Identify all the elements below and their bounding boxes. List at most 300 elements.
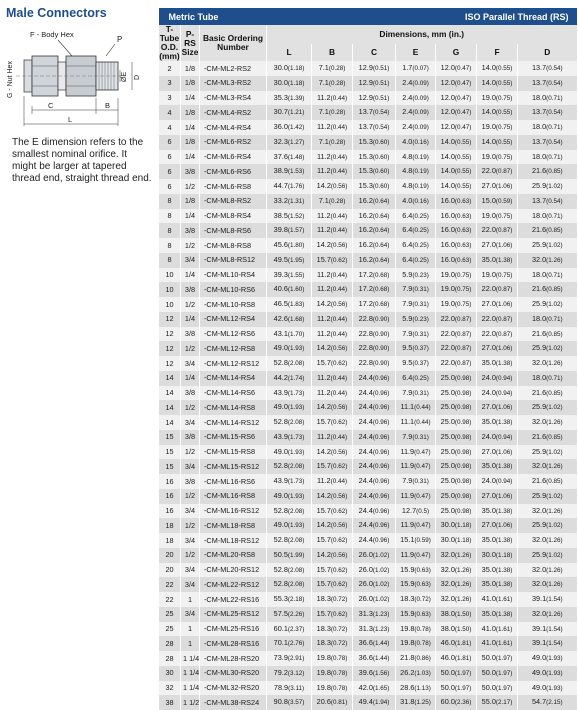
cell-value-mm: 32.0 <box>531 358 547 367</box>
cell-dim-l <box>267 282 312 297</box>
cell-value-mm: 52.8 <box>273 564 288 574</box>
cell-value-in: (0.47) <box>414 463 431 471</box>
cell-value-mm: 24.4 <box>358 372 373 382</box>
cell-dim-g <box>436 371 477 386</box>
cell-value-in: (1.56) <box>372 669 390 677</box>
cell-value-in: (0.44) <box>330 271 348 279</box>
cell-dim-g <box>436 577 477 592</box>
cell-value-mm: 14.0 <box>440 136 455 146</box>
cell-dim-d <box>518 327 577 342</box>
cell-value-in: (0.44) <box>330 478 348 485</box>
table-row <box>159 445 577 460</box>
cell-tube-od: 22 <box>159 592 181 607</box>
cell-dim-g <box>436 504 477 519</box>
cell-value-in: (0.47) <box>454 65 472 72</box>
cell-dim-g <box>436 327 477 342</box>
cell-value-mm: 36.6 <box>358 653 373 662</box>
cell-value-in: (0.78) <box>414 640 431 648</box>
cell-value-in: (1.02) <box>546 301 563 308</box>
cell-dim-b <box>312 91 353 106</box>
cell-tube-od: 18 <box>159 533 181 548</box>
cell-tube-od: 30 <box>159 666 181 681</box>
cell-value-in: (0.85) <box>546 227 563 235</box>
cell-dim-f <box>477 341 518 356</box>
cell-value-in: (0.47) <box>414 448 431 456</box>
cell-value-mm: 14.2 <box>316 343 331 353</box>
cell-value-mm: 35.0 <box>481 564 496 574</box>
cell-value-in: (0.96) <box>372 522 390 530</box>
cell-value-in: (0.96) <box>372 419 390 426</box>
cell-value-mm: 15.3 <box>358 166 373 176</box>
cell-value-in: (0.98) <box>454 374 472 382</box>
cell-value-mm: 6.4 <box>402 372 413 382</box>
cell-value-in: (0.85) <box>546 478 563 485</box>
cell-prs-size: 3/4 <box>181 415 200 430</box>
cell-value-in: (0.81) <box>330 699 348 707</box>
cell-tube-od: 2 <box>159 61 181 76</box>
cell-value-mm: 32.0 <box>531 417 547 426</box>
cell-prs-size: 1 1/4 <box>181 681 200 696</box>
cell-dim-d <box>518 209 577 224</box>
cell-dim-l <box>267 238 312 253</box>
cell-dim-l <box>267 548 312 563</box>
cell-prs-size: 1/8 <box>181 105 200 120</box>
cell-value-mm: 7.9 <box>402 476 413 485</box>
cell-value-mm: 60.0 <box>440 697 455 707</box>
cell-value-in: (0.96) <box>372 492 390 500</box>
cell-value-mm: 7.9 <box>402 431 413 441</box>
cell-value-mm: 17.2 <box>358 284 373 294</box>
cell-value-in: (1.97) <box>495 655 513 662</box>
col-header-b: B <box>312 44 353 61</box>
cell-dim-c <box>353 297 396 312</box>
cell-dim-f <box>477 607 518 622</box>
cell-tube-od: 28 <box>159 651 181 666</box>
cell-value-in: (1.93) <box>546 669 563 677</box>
cell-value-in: (0.47) <box>414 492 431 500</box>
cell-value-in: (1.93) <box>287 345 305 353</box>
cell-value-mm: 4.0 <box>402 136 413 146</box>
cell-tube-od: 8 <box>159 209 181 224</box>
cell-dim-b <box>312 120 353 135</box>
cell-prs-size: 3/4 <box>181 577 200 592</box>
cell-dim-f <box>477 636 518 651</box>
cell-tube-od: 12 <box>159 312 181 327</box>
cell-dim-e <box>396 341 436 356</box>
cell-dim-b <box>312 400 353 415</box>
cell-value-in: (0.98) <box>454 492 472 500</box>
cell-value-in: (1.95) <box>287 256 305 264</box>
cell-value-mm: 15.3 <box>358 181 373 190</box>
cell-value-mm: 22.0 <box>440 343 455 353</box>
cell-dim-g <box>436 297 477 312</box>
cell-prs-size: 1/8 <box>181 76 200 91</box>
cell-dim-l <box>267 666 312 681</box>
cell-value-mm: 11.1 <box>400 402 415 412</box>
cell-dim-c <box>353 327 396 342</box>
cell-dim-g <box>436 105 477 120</box>
cell-value-mm: 25.0 <box>440 372 455 382</box>
cell-value-in: (0.96) <box>372 374 390 382</box>
cell-value-in: (0.28) <box>328 109 346 117</box>
cell-value-mm: 11.9 <box>400 490 415 500</box>
table-row <box>159 548 577 563</box>
cell-value-in: (1.26) <box>454 596 472 603</box>
cell-value-in: (1.06) <box>495 301 513 308</box>
cell-value-in: (0.19) <box>412 153 429 161</box>
cell-value-in: (1.23) <box>372 610 390 618</box>
cell-value-mm: 22.0 <box>481 166 496 176</box>
cell-value-mm: 39.1 <box>531 623 547 633</box>
cell-value-in: (3.12) <box>287 669 305 677</box>
table-row <box>159 312 577 327</box>
cell-dim-b <box>312 179 353 194</box>
cell-value-in: (0.68) <box>372 301 390 308</box>
cell-value-mm: 13.7 <box>531 63 547 72</box>
cell-ordering-number: -CM-ML12-RS8 <box>200 341 267 356</box>
cell-value-in: (0.85) <box>546 389 563 397</box>
cell-value-in: (0.47) <box>454 124 472 131</box>
cell-dim-g <box>436 415 477 430</box>
cell-value-mm: 19.0 <box>440 269 455 279</box>
cell-value-mm: 15.3 <box>358 151 373 161</box>
cell-dim-b <box>312 504 353 519</box>
cell-dim-e <box>396 592 436 607</box>
cell-ordering-number: -CM-ML22-RS12 <box>200 577 267 592</box>
cell-dim-c <box>353 120 396 135</box>
col-header-order: Basic Ordering Number <box>200 25 267 61</box>
cell-dim-d <box>518 489 577 504</box>
cell-dim-f <box>477 150 518 165</box>
cell-value-in: (0.94) <box>495 478 513 485</box>
cell-value-in: (0.25) <box>412 374 429 382</box>
cell-dim-e <box>396 430 436 445</box>
cell-dim-g <box>436 518 477 533</box>
cell-ordering-number: -CM-ML20-RS12 <box>200 563 267 578</box>
cell-ordering-number: -CM-ML8-RS2 <box>200 194 267 209</box>
cell-dim-d <box>518 415 577 430</box>
cell-value-mm: 24.0 <box>481 372 496 382</box>
cell-value-mm: 11.2 <box>316 284 331 294</box>
cell-value-mm: 30.0 <box>440 535 455 544</box>
cell-dim-g <box>436 666 477 681</box>
cell-value-in: (1.44) <box>372 655 390 662</box>
cell-dim-c <box>353 695 396 710</box>
cell-dim-f <box>477 297 518 312</box>
cell-value-mm: 20.6 <box>316 697 331 707</box>
cell-value-mm: 19.8 <box>316 682 331 692</box>
cell-value-in: (0.56) <box>330 345 348 353</box>
cell-value-in: (0.31) <box>412 478 429 485</box>
cell-value-mm: 14.0 <box>481 107 496 117</box>
cell-value-mm: 15.7 <box>316 461 331 471</box>
cell-value-mm: 7.9 <box>402 299 413 308</box>
cell-dim-c <box>353 445 396 460</box>
cell-value-mm: 38.9 <box>273 166 288 176</box>
cell-value-mm: 25.0 <box>440 431 455 441</box>
cell-value-mm: 27.0 <box>481 299 496 308</box>
cell-value-in: (0.71) <box>546 94 563 102</box>
cell-dim-f <box>477 105 518 120</box>
cell-value-in: (0.47) <box>454 79 472 87</box>
cell-value-mm: 35.3 <box>273 92 288 102</box>
cell-value-in: (0.85) <box>546 433 563 441</box>
cell-dim-d <box>518 681 577 696</box>
cell-value-in: (1.26) <box>546 419 563 426</box>
cell-value-mm: 49.0 <box>531 682 547 692</box>
cell-ordering-number: -CM-ML2-RS2 <box>200 61 267 76</box>
cell-value-mm: 45.6 <box>273 240 288 249</box>
cell-value-mm: 38.0 <box>440 623 455 633</box>
table-row <box>159 356 577 371</box>
cell-prs-size: 3/4 <box>181 459 200 474</box>
cell-value-mm: 2.4 <box>402 92 413 102</box>
cell-value-mm: 25.0 <box>440 446 455 456</box>
cell-value-in: (1.06) <box>495 242 513 249</box>
cell-dim-l <box>267 518 312 533</box>
cell-value-mm: 25.9 <box>531 549 547 559</box>
cell-dim-b <box>312 341 353 356</box>
cell-value-in: (0.85) <box>546 286 563 294</box>
cell-value-mm: 15.0 <box>481 195 496 205</box>
cell-value-in: (0.90) <box>372 345 390 353</box>
cell-prs-size: 1 1/4 <box>181 666 200 681</box>
cell-value-mm: 49.0 <box>531 653 547 662</box>
cell-value-in: (0.63) <box>454 256 472 264</box>
cell-dim-d <box>518 459 577 474</box>
cell-value-in: (1.38) <box>495 256 513 264</box>
table-row <box>159 695 577 710</box>
cell-value-mm: 15.7 <box>316 417 331 426</box>
cell-dim-g <box>436 548 477 563</box>
cell-value-in: (0.86) <box>414 655 431 662</box>
cell-value-in: (0.87) <box>454 330 472 338</box>
cell-value-in: (1.65) <box>372 684 390 692</box>
cell-value-in: (0.54) <box>546 79 563 87</box>
cell-ordering-number: -CM-ML8-RS4 <box>200 209 267 224</box>
cell-value-mm: 24.4 <box>358 417 373 426</box>
cell-value-in: (0.62) <box>330 566 348 574</box>
cell-ordering-number: -CM-ML15-RS12 <box>200 459 267 474</box>
cell-value-in: (0.78) <box>330 655 348 662</box>
cell-tube-od: 18 <box>159 518 181 533</box>
cell-tube-od: 14 <box>159 386 181 401</box>
cell-value-in: (0.44) <box>414 404 431 412</box>
cell-value-mm: 16.2 <box>358 240 373 249</box>
cell-value-mm: 30.0 <box>273 63 288 72</box>
cell-value-in: (1.06) <box>495 404 513 412</box>
cell-value-mm: 11.2 <box>316 387 331 397</box>
cell-dim-d <box>518 386 577 401</box>
cell-value-in: (1.02) <box>546 404 563 412</box>
cell-value-mm: 19.8 <box>400 623 415 633</box>
cell-dim-g <box>436 91 477 106</box>
cell-dim-g <box>436 135 477 150</box>
cell-dim-c <box>353 459 396 474</box>
cell-value-in: (1.26) <box>546 360 563 367</box>
cell-value-in: (0.62) <box>330 256 348 264</box>
cell-dim-g <box>436 268 477 283</box>
cell-value-mm: 5.9 <box>402 269 413 279</box>
cell-value-in: (1.93) <box>546 684 563 692</box>
cell-value-mm: 11.2 <box>316 151 331 161</box>
cell-value-mm: 24.4 <box>358 461 373 471</box>
cell-dim-e <box>396 563 436 578</box>
cell-value-mm: 14.2 <box>316 520 331 530</box>
cell-tube-od: 38 <box>159 695 181 710</box>
cell-value-in: (1.55) <box>287 271 305 279</box>
cell-value-in: (0.87) <box>495 168 513 176</box>
cell-value-mm: 22.0 <box>440 313 455 323</box>
cell-dim-f <box>477 135 518 150</box>
cell-value-mm: 17.2 <box>358 269 373 279</box>
cell-ordering-number: -CM-ML14-RS6 <box>200 386 267 401</box>
cell-value-mm: 15.9 <box>400 564 415 574</box>
cell-value-in: (1.02) <box>372 566 390 574</box>
cell-dim-f <box>477 253 518 268</box>
cell-dim-c <box>353 341 396 356</box>
cell-prs-size: 3/8 <box>181 430 200 445</box>
cell-tube-od: 32 <box>159 681 181 696</box>
cell-tube-od: 14 <box>159 415 181 430</box>
cell-value-mm: 15.1 <box>400 535 415 544</box>
cell-dim-c <box>353 105 396 120</box>
cell-dim-c <box>353 209 396 224</box>
cell-ordering-number: -CM-ML20-RS8 <box>200 548 267 563</box>
cell-value-in: (1.54) <box>546 640 563 648</box>
cell-value-mm: 16.0 <box>440 225 455 235</box>
cell-dim-e <box>396 445 436 460</box>
cell-dim-f <box>477 459 518 474</box>
cell-value-mm: 27.0 <box>481 240 496 249</box>
cell-value-mm: 49.0 <box>273 490 288 500</box>
cell-value-in: (1.38) <box>495 463 513 471</box>
cell-ordering-number: -CM-ML6-RS2 <box>200 135 267 150</box>
cell-dim-e <box>396 150 436 165</box>
cell-value-mm: 32.0 <box>440 579 455 589</box>
table-row <box>159 681 577 696</box>
cell-value-mm: 52.8 <box>273 358 288 367</box>
cell-value-mm: 78.9 <box>273 682 289 692</box>
cell-dim-d <box>518 592 577 607</box>
cell-value-mm: 14.0 <box>440 181 455 190</box>
cell-dim-e <box>396 223 436 238</box>
cell-dim-l <box>267 430 312 445</box>
cell-value-in: (2.18) <box>287 596 305 603</box>
cell-dim-f <box>477 533 518 548</box>
cell-value-mm: 52.8 <box>273 535 288 544</box>
cell-ordering-number: -CM-ML6-RS8 <box>200 179 267 194</box>
cell-value-mm: 30.0 <box>440 520 455 530</box>
cell-value-mm: 11.2 <box>316 431 331 441</box>
cell-value-mm: 39.1 <box>531 594 547 603</box>
cell-value-in: (0.19) <box>412 168 429 176</box>
cell-value-mm: 14.2 <box>316 549 331 559</box>
cell-value-in: (0.47) <box>414 551 431 559</box>
cell-value-in: (0.75) <box>495 124 513 131</box>
cell-value-mm: 35.0 <box>481 461 496 471</box>
cell-tube-od: 15 <box>159 459 181 474</box>
cell-ordering-number: -CM-ML16-RS12 <box>200 504 267 519</box>
cell-dim-l <box>267 459 312 474</box>
cell-dim-b <box>312 76 353 91</box>
cell-dim-e <box>396 164 436 179</box>
cell-dim-d <box>518 577 577 592</box>
cell-value-mm: 11.2 <box>316 122 331 131</box>
cell-value-mm: 25.9 <box>531 520 547 530</box>
cell-ordering-number: -CM-ML15-RS8 <box>200 445 267 460</box>
cell-value-mm: 25.9 <box>531 299 547 308</box>
cell-dim-f <box>477 563 518 578</box>
cell-value-in: (1.38) <box>495 419 513 426</box>
cell-prs-size: 1 1/4 <box>181 651 200 666</box>
cell-value-mm: 41.0 <box>481 623 496 633</box>
cell-value-in: (0.71) <box>546 315 563 323</box>
cell-value-in: (0.68) <box>372 271 390 279</box>
cell-value-in: (1.26) <box>454 581 472 589</box>
cell-dim-b <box>312 282 353 297</box>
cell-value-in: (0.56) <box>330 242 348 249</box>
label-l: L <box>68 115 73 124</box>
cell-dim-d <box>518 636 577 651</box>
cell-prs-size: 1 <box>181 622 200 637</box>
cell-value-mm: 24.0 <box>481 431 496 441</box>
cell-dim-c <box>353 61 396 76</box>
cell-ordering-number: -CM-ML8-RS6 <box>200 223 267 238</box>
cell-value-mm: 14.0 <box>481 63 496 72</box>
cell-value-mm: 22.0 <box>481 313 496 323</box>
cell-dim-f <box>477 518 518 533</box>
cell-dim-b <box>312 61 353 76</box>
cell-value-in: (1.97) <box>495 684 513 692</box>
cell-dim-c <box>353 592 396 607</box>
cell-dim-c <box>353 622 396 637</box>
cell-tube-od: 4 <box>159 120 181 135</box>
cell-value-mm: 12.9 <box>358 63 373 72</box>
table-row <box>159 563 577 578</box>
cell-value-in: (0.5) <box>416 507 430 515</box>
cell-value-in: (2.26) <box>287 610 305 618</box>
cell-value-in: (1.48) <box>287 153 305 161</box>
cell-value-in: (0.56) <box>330 448 348 456</box>
cell-dim-f <box>477 622 518 637</box>
cell-dim-l <box>267 253 312 268</box>
cell-value-in: (0.44) <box>414 419 431 426</box>
cell-prs-size: 1/2 <box>181 341 200 356</box>
cell-value-in: (0.59) <box>495 197 513 205</box>
cell-dim-l <box>267 563 312 578</box>
cell-dim-e <box>396 297 436 312</box>
cell-value-in: (0.55) <box>495 138 513 146</box>
cell-value-in: (0.16) <box>412 197 429 205</box>
cell-value-in: (0.47) <box>414 522 431 530</box>
cell-value-mm: 12.0 <box>440 107 455 117</box>
cell-value-in: (0.90) <box>372 315 390 323</box>
cell-dim-c <box>353 150 396 165</box>
cell-dim-d <box>518 400 577 415</box>
cell-dim-l <box>267 577 312 592</box>
cell-value-in: (2.08) <box>287 566 305 574</box>
cell-dim-g <box>436 164 477 179</box>
cell-value-in: (0.87) <box>495 227 513 235</box>
cell-value-in: (1.02) <box>372 596 390 603</box>
cell-dim-g <box>436 76 477 91</box>
cell-value-mm: 15.9 <box>400 579 415 589</box>
cell-value-mm: 14.0 <box>440 166 455 176</box>
cell-dim-b <box>312 651 353 666</box>
cell-value-mm: 13.7 <box>358 122 373 131</box>
cell-value-mm: 27.0 <box>481 402 496 412</box>
